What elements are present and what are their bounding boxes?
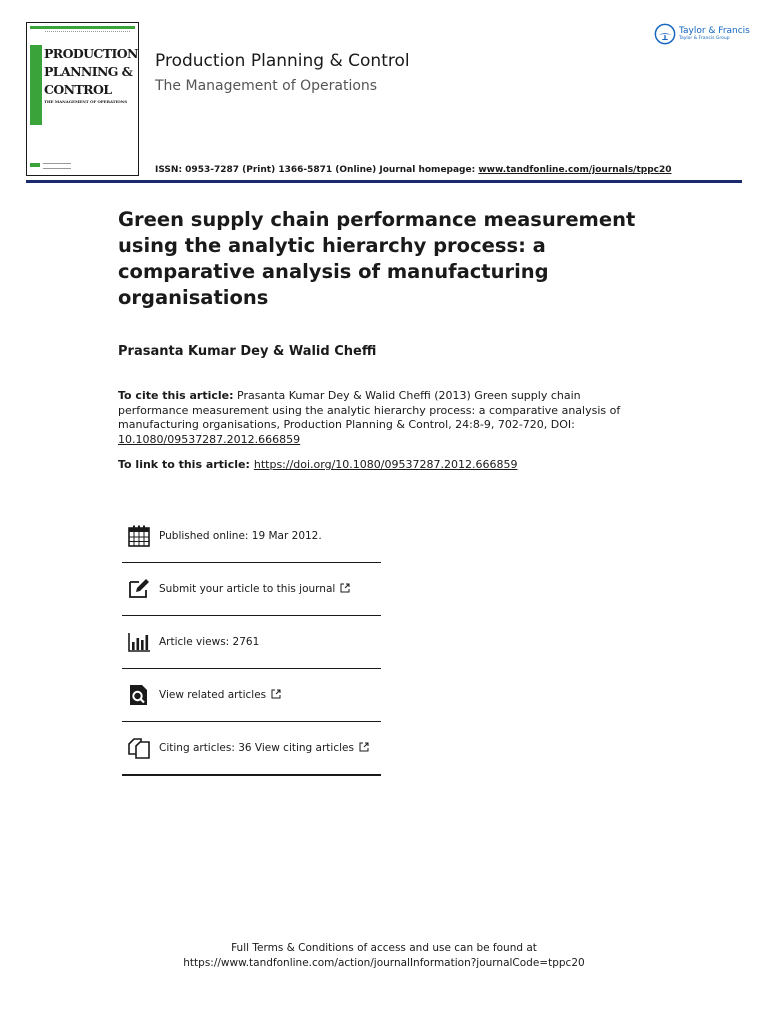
published-online-text: Published online: 19 Mar 2012.	[159, 530, 322, 542]
submit-article-row[interactable]	[122, 563, 381, 616]
article-views-row	[122, 616, 381, 669]
related-articles-row[interactable]	[122, 669, 381, 722]
citing-articles-link[interactable]: Citing articles: 36 View citing articles	[159, 742, 369, 754]
issn-line: ISSN: 0953-7287 (Print) 1366-5871 (Online) Journal homepage: www.tandfonline.com/journals/tppc20	[155, 165, 672, 175]
link-label: To link to this article:	[118, 458, 250, 471]
footer-terms	[0, 941, 768, 971]
edit-icon	[127, 577, 151, 601]
submit-article-link[interactable]: Submit your article to this journal	[159, 583, 350, 595]
cite-label: To cite this article:	[118, 389, 234, 402]
article-views-text: Article views: 2761	[159, 636, 260, 648]
taylor-francis-icon	[654, 23, 676, 45]
cover-publisher-mark	[43, 163, 71, 169]
cover-green-bar	[30, 26, 135, 29]
article-authors: Prasanta Kumar Dey & Walid Cheffi	[118, 344, 377, 359]
article-info-list	[122, 510, 381, 776]
journal-subtitle: The Management of Operations	[155, 78, 378, 94]
header-divider	[26, 180, 742, 183]
related-articles-link[interactable]: View related articles	[159, 689, 281, 701]
citing-articles-icon	[127, 736, 151, 760]
publisher-group: Taylor & Francis Group	[679, 36, 730, 41]
external-link-icon	[271, 689, 281, 699]
article-link-line	[118, 458, 517, 471]
calendar-icon	[127, 524, 151, 548]
citing-articles-row[interactable]	[122, 722, 381, 776]
published-online-row	[122, 510, 381, 563]
cover-green-stripe	[30, 45, 42, 125]
cover-subtitle: THE MANAGEMENT OF OPERATIONS	[44, 99, 127, 104]
article-title: Green supply chain performance measurement using the analytic hierarchy process: a comparative analysis of manufacturing organisations	[118, 208, 636, 309]
cite-text: Prasanta Kumar Dey & Walid Cheffi (2013) Green supply chain performance measurement using the analytic hierarchy process: a comparative analysis of manufacturing organisations, Production Planning & Control, 24:8-9, 702-720, DOI:	[118, 389, 621, 432]
journal-homepage-link[interactable]: www.tandfonline.com/journals/tppc20	[478, 165, 672, 175]
article-doi-link[interactable]: https://doi.org/10.1080/09537287.2012.666859	[253, 458, 518, 471]
cover-masthead	[45, 31, 130, 35]
publisher-name: Taylor & Francis	[679, 26, 750, 36]
publisher-logo[interactable]	[654, 22, 750, 46]
cover-green-mark	[30, 163, 40, 167]
cite-doi-link[interactable]: 10.1080/09537287.2012.666859	[118, 432, 301, 446]
footer-line-1: Full Terms & Conditions of access and use can be found at	[231, 942, 537, 954]
journal-title[interactable]: Production Planning & Control	[155, 51, 410, 71]
external-link-icon	[340, 583, 350, 593]
cover-title: PRODUCTION PLANNING & CONTROL	[44, 46, 138, 97]
search-document-icon	[127, 683, 151, 707]
journal-cover	[26, 22, 139, 176]
bar-chart-icon	[127, 630, 151, 654]
footer-terms-link[interactable]: https://www.tandfonline.com/action/journalInformation?journalCode=tppc20	[183, 957, 585, 969]
citation-block	[118, 389, 648, 447]
external-link-icon	[359, 742, 369, 752]
